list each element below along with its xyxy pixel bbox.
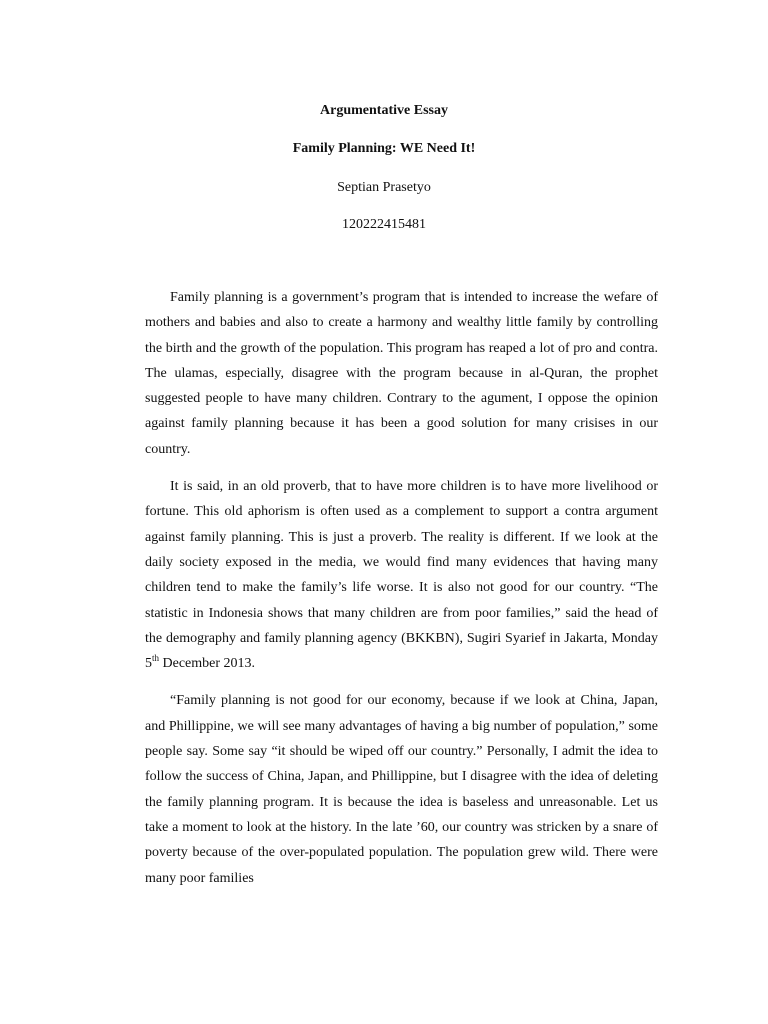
- paragraph-2-text-end: December 2013.: [159, 656, 256, 672]
- essay-title: Argumentative Essay: [320, 103, 448, 118]
- paragraph-2: [145, 474, 658, 676]
- paragraph-2-superscript: th: [152, 653, 160, 664]
- student-id: 120222415481: [342, 217, 426, 232]
- essay-header: [0, 102, 768, 234]
- essay-body: [145, 285, 658, 891]
- paragraph-3: “Family planning is not good for our economy, because if we look at China, Japan, and Phillippine, we will see many advantages of having a big number of population,” some people say. Some say “it should be wiped off our country.” Personally, I admit the idea to follow the success of China, Japan, and Phillippine, but I disagree with the idea of deleting the family planning program. It is because the idea is baseless and unreasonable. Let us take a moment to look at the history. In the late ’60, our country was stricken by a snare of poverty because of the over-populated population. The population grew wild. There were many poor families: [145, 693, 658, 886]
- essay-subtitle: Family Planning: WE Need It!: [292, 141, 476, 156]
- essay-author: Septian Prasetyo: [337, 180, 431, 195]
- paragraph-2-text: It is said, in an old proverb, that to have more children is to have more livelihood or fortune. This old aphorism is often used as a complement to support a contra argument against family planning. This is just a proverb. The reality is different. If we look at the daily society exposed in the media, we would find many evidences that having many children tend to make the family’s life worse. It is also not good for our country. “The statistic in Indonesia shows that many children are from poor families,” said the head of the demography and family planning agency (BKKBN), Sugiri Syarief in Jakarta, Monday 5: [145, 479, 658, 672]
- paragraph-1: Family planning is a government’s program that is intended to increase the wefare of mothers and babies and also to create a harmony and wealthy little family by controlling the birth and the growth of the population. This program has reaped a lot of pro and contra. The ulamas, especially, disagree with the program because in al-Quran, the prophet suggested people to have many children. Contrary to the agument, I oppose the opinion against family planning because it has been a good solution for many crisises in our country.: [145, 290, 658, 457]
